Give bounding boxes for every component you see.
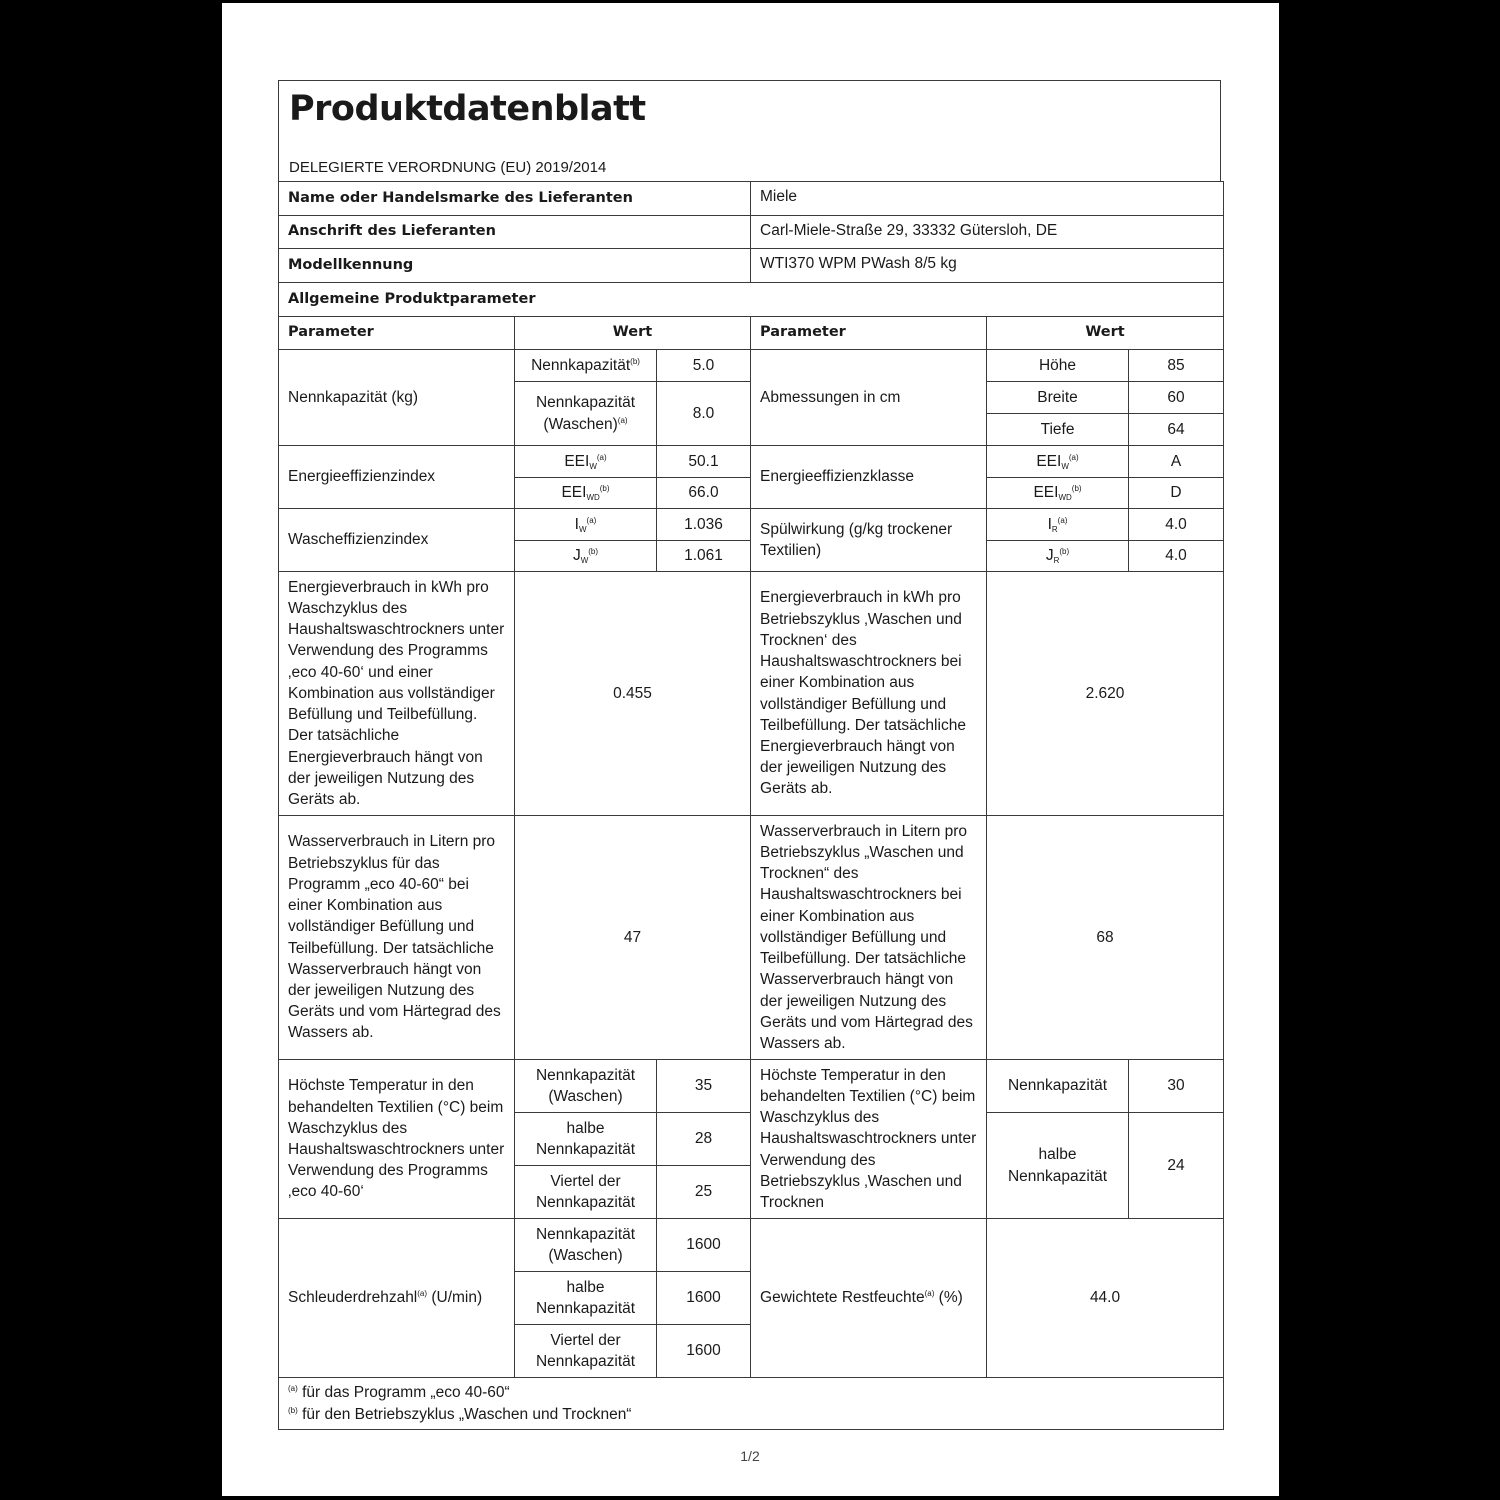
temp-wash-half-label: halbe Nennkapazität bbox=[515, 1113, 657, 1166]
footnote-a: $^{(a)}$ für das Programm „eco 40-60“ bbox=[288, 1384, 510, 1402]
supplier-name-row bbox=[279, 182, 1224, 216]
col-value-left: Wert bbox=[515, 317, 751, 350]
spin-full-value: 1600 bbox=[657, 1219, 751, 1272]
energy-washdry-label: Energieverbrauch in kWh pro Betriebszyklus ‚Waschen und Trocknen‘ des Haushaltswaschtrockners bei einer Kombination aus vollständiger Befüllung und Teilbefüllung. Der tatsächliche Energieverbrauch hängt von der jeweiligen Nutzung des Geräts ab. bbox=[751, 572, 987, 816]
capacity-sub2-label: Nennkapazität (Waschen)$^{(a)}$ bbox=[515, 382, 657, 446]
wash-eff-j-value: 1.061 bbox=[657, 541, 751, 572]
col-value-right: Wert bbox=[987, 317, 1224, 350]
product-data-table bbox=[278, 181, 1224, 1430]
col-parameter-left: Parameter bbox=[279, 317, 515, 350]
eei-w-symbol: $EEI_W^{(a)}$ bbox=[515, 446, 657, 478]
temp-wash-quarter-value: 25 bbox=[657, 1166, 751, 1219]
width-label: Breite bbox=[987, 382, 1129, 414]
temp-washdry-half-label: halbe Nennkapazität bbox=[987, 1113, 1129, 1219]
table-row bbox=[279, 509, 1224, 541]
table-row bbox=[279, 816, 1224, 1060]
water-washdry-value: 68 bbox=[987, 816, 1224, 1060]
spin-quarter-value: 1600 bbox=[657, 1325, 751, 1378]
eei-class-wd-value: D bbox=[1129, 478, 1224, 509]
spin-quarter-label: Viertel der Nennkapazität bbox=[515, 1325, 657, 1378]
water-wash-value: 47 bbox=[515, 816, 751, 1060]
temp-wash-full-value: 35 bbox=[657, 1060, 751, 1113]
supplier-address-row bbox=[279, 216, 1224, 249]
col-parameter-right: Parameter bbox=[751, 317, 987, 350]
temp-wash-label: Höchste Temperatur in den behandelten Textilien (°C) beim Waschzyklus des Haushaltswaschtrockners unter Verwendung des Programms ‚eco 40-60‘ bbox=[279, 1060, 515, 1219]
dimensions-label: Abmessungen in cm bbox=[751, 350, 987, 446]
wash-eff-j-symbol: $J_W^{(b)}$ bbox=[515, 541, 657, 572]
capacity-sub1-value: 5.0 bbox=[657, 350, 751, 382]
regulation-reference: DELEGIERTE VERORDNUNG (EU) 2019/2014 bbox=[289, 159, 607, 176]
footnotes-row bbox=[279, 1378, 1224, 1430]
temp-washdry-full-label: Nennkapazität bbox=[987, 1060, 1129, 1113]
energy-washdry-value: 2.620 bbox=[987, 572, 1224, 816]
table-row bbox=[279, 1060, 1224, 1113]
capacity-sub2-value: 8.0 bbox=[657, 382, 751, 446]
temp-wash-full-label: Nennkapazität (Waschen) bbox=[515, 1060, 657, 1113]
eei-class-w-symbol: $EEI_W^{(a)}$ bbox=[987, 446, 1129, 478]
model-row bbox=[279, 249, 1224, 283]
footnotes bbox=[279, 1378, 1224, 1430]
eei-wd-value: 66.0 bbox=[657, 478, 751, 509]
energy-wash-value: 0.455 bbox=[515, 572, 751, 816]
table-row bbox=[279, 446, 1224, 478]
eei-class-wd-symbol: $EEI_{WD}^{(b)}$ bbox=[987, 478, 1129, 509]
general-section-label: Allgemeine Produktparameter bbox=[279, 283, 1224, 317]
temp-washdry-label: Höchste Temperatur in den behandelten Textilien (°C) beim Waschzyklus des Haushaltswaschtrockners unter Verwendung des Betriebszyklus ‚Waschen und Trocknen bbox=[751, 1060, 987, 1219]
eei-class-label: Energieeffizienzklasse bbox=[751, 446, 987, 509]
spin-half-label: halbe Nennkapazität bbox=[515, 1272, 657, 1325]
wash-efficiency-label: Wascheffizienzindex bbox=[279, 509, 515, 572]
model-label: Modellkennung bbox=[279, 249, 751, 283]
spin-half-value: 1600 bbox=[657, 1272, 751, 1325]
table-row bbox=[279, 350, 1224, 382]
rinse-i-value: 4.0 bbox=[1129, 509, 1224, 541]
height-label: Höhe bbox=[987, 350, 1129, 382]
page-title: Produktdatenblatt bbox=[289, 89, 646, 129]
eei-class-w-value: A bbox=[1129, 446, 1224, 478]
temp-wash-quarter-label: Viertel der Nennkapazität bbox=[515, 1166, 657, 1219]
energy-wash-label: Energieverbrauch in kWh pro Waschzyklus des Haushaltswaschtrockners unter Verwendung des Programms ‚eco 40-60‘ und einer Kombination aus vollständiger Befüllung und Teilbefüllung. Der tatsächliche Energieverbrauch hängt von der jeweiligen Nutzung des Geräts ab. bbox=[279, 572, 515, 816]
temp-washdry-full-value: 30 bbox=[1129, 1060, 1224, 1113]
spin-full-label: Nennkapazität (Waschen) bbox=[515, 1219, 657, 1272]
wash-eff-i-symbol: $I_W^{(a)}$ bbox=[515, 509, 657, 541]
capacity-sub1-label: Nennkapazität$^{(b)}$ bbox=[515, 350, 657, 382]
water-washdry-label: Wasserverbrauch in Litern pro Betriebszyklus „Waschen und Trocknen“ des Haushaltswaschtrockners bei einer Kombination aus vollständiger Befüllung und Teilbefüllung. Der tatsächliche Wasserverbrauch hängt von der jeweiligen Nutzung des Geräts und vom Härtegrad des Wassers ab. bbox=[751, 816, 987, 1060]
height-value: 85 bbox=[1129, 350, 1224, 382]
temp-wash-half-value: 28 bbox=[657, 1113, 751, 1166]
capacity-label: Nennkapazität (kg) bbox=[279, 350, 515, 446]
rinse-i-symbol: $I_R^{(a)}$ bbox=[987, 509, 1129, 541]
supplier-address-label: Anschrift des Lieferanten bbox=[279, 216, 751, 249]
rinse-j-symbol: $J_R^{(b)}$ bbox=[987, 541, 1129, 572]
wash-eff-i-value: 1.036 bbox=[657, 509, 751, 541]
depth-value: 64 bbox=[1129, 414, 1224, 446]
rinse-label: Spülwirkung (g/kg trockener Textilien) bbox=[751, 509, 987, 572]
supplier-address-value: Carl-Miele-Straße 29, 33332 Gütersloh, DE bbox=[751, 216, 1224, 249]
temp-washdry-half-value: 24 bbox=[1129, 1113, 1224, 1219]
depth-label: Tiefe bbox=[987, 414, 1129, 446]
document-header bbox=[278, 80, 1221, 181]
rinse-j-value: 4.0 bbox=[1129, 541, 1224, 572]
eei-wd-symbol: $EEI_{WD}^{(b)}$ bbox=[515, 478, 657, 509]
moisture-value: 44.0 bbox=[987, 1219, 1224, 1378]
table-row bbox=[279, 572, 1224, 816]
eei-w-value: 50.1 bbox=[657, 446, 751, 478]
model-value: WTI370 WPM PWash 8/5 kg bbox=[751, 249, 1224, 283]
page-number: 1/2 bbox=[740, 1448, 760, 1464]
supplier-name-value: Miele bbox=[751, 182, 1224, 216]
general-section-row bbox=[279, 283, 1224, 317]
column-header-row bbox=[279, 317, 1224, 350]
eei-label: Energieeffizienzindex bbox=[279, 446, 515, 509]
supplier-name-label: Name oder Handelsmarke des Lieferanten bbox=[279, 182, 751, 216]
footnote-b: $^{(b)}$ für den Betriebszyklus „Waschen und Trocknen“ bbox=[288, 1405, 632, 1423]
width-value: 60 bbox=[1129, 382, 1224, 414]
table-row bbox=[279, 1219, 1224, 1272]
water-wash-label: Wasserverbrauch in Litern pro Betriebszyklus für das Programm „eco 40-60“ bei einer Kombination aus vollständiger Befüllung und Teilbefüllung. Der tatsächliche Wasserverbrauch hängt von der jeweiligen Nutzung des Geräts und vom Härtegrad des Wassers ab. bbox=[279, 816, 515, 1060]
spin-label: Schleuderdrehzahl$^{(a)}$ (U/min) bbox=[279, 1219, 515, 1378]
moisture-label: Gewichtete Restfeuchte$^{(a)}$ (%) bbox=[751, 1219, 987, 1378]
